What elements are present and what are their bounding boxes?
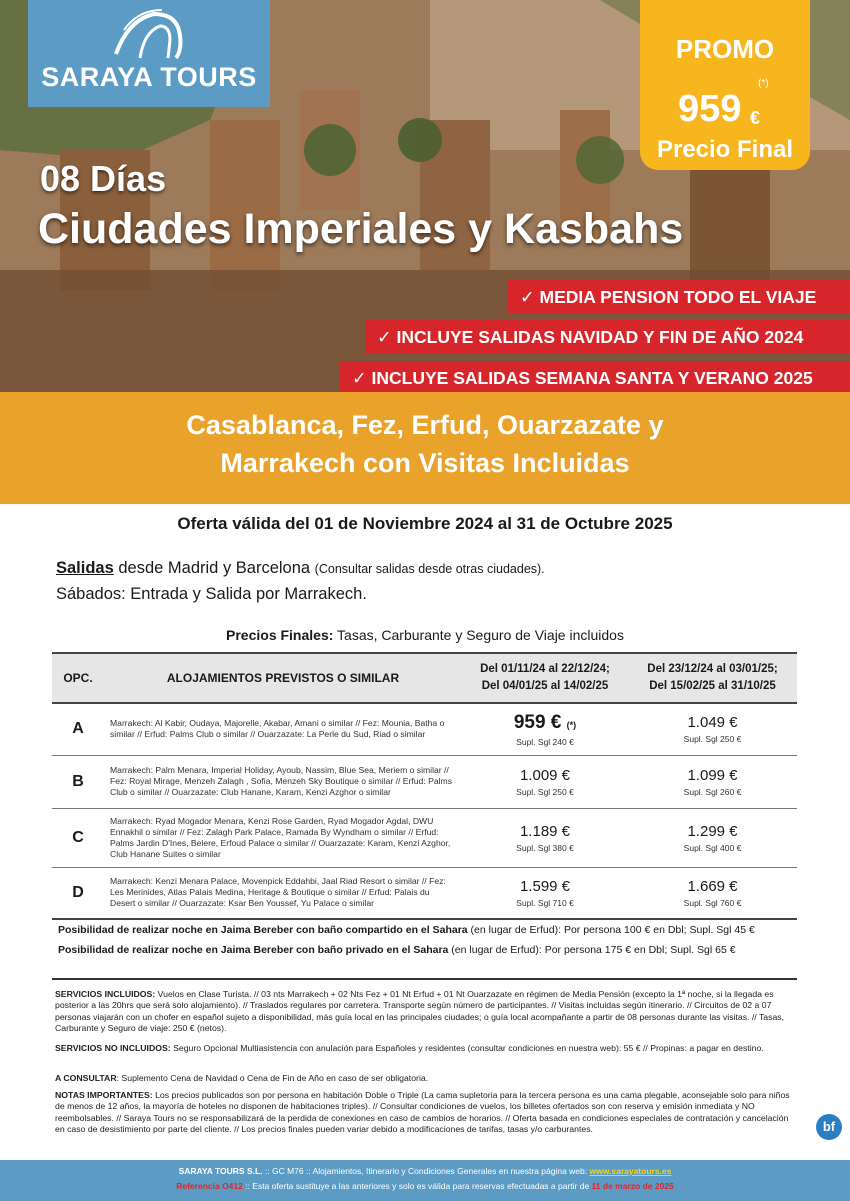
- header-period-2b: Del 15/02/25 al 31/10/25: [649, 680, 776, 692]
- route-line-1: Casablanca, Fez, Erfud, Ouarzazate y: [186, 410, 664, 440]
- route-band: [0, 392, 850, 504]
- footer-line-2: [0, 1181, 850, 1191]
- footer-date: 11 de marzo de 2025: [591, 1181, 674, 1191]
- promo-price: 959: [678, 88, 742, 130]
- logo: [28, 0, 270, 107]
- header-period-2a: Del 23/12/24 al 03/01/25;: [647, 663, 778, 675]
- price-value: 1.099 €: [687, 766, 738, 784]
- footer-text: :: Esta oferta sustituye a las anteriores y solo es válida para reservas efectuadas a partir de: [242, 1181, 592, 1191]
- price-value: 1.299 €: [687, 822, 738, 840]
- row-price-period-2: [628, 808, 797, 867]
- footer-company: SARAYA TOURS S.L.: [178, 1166, 263, 1176]
- price-value: 1.599 €: [519, 877, 571, 895]
- single-supplement: Supl. Sgl 380 €: [516, 842, 574, 853]
- website-link[interactable]: www.sarayatours.es: [589, 1166, 672, 1176]
- row-option: B: [52, 755, 104, 808]
- price-note: (*): [566, 719, 577, 730]
- row-hotels: Marrakech: Palm Menara, Imperial Holiday, Ayoub, Nassim, Blue Sea, Meriem o similar // Fez: Royal Mirage, Menzeh Zalagh , Sofia, Menzeh Sky Boutique o similar // Erfud: Palms Club o similar // Ouarzazate: Club Hanane, Karam, Kenzi Azghor o similar: [104, 755, 462, 808]
- row-price-period-1: [462, 755, 628, 808]
- header-period-1: [462, 653, 628, 703]
- departures-label: Salidas: [56, 559, 114, 577]
- header-period-1a: Del 01/11/24 al 22/12/24;: [480, 663, 610, 675]
- extra-text: (en lugar de Erfud): Por persona 175 € en Dbl; Supl. Sgl 65 €: [448, 944, 736, 956]
- brand-name: SARAYA TOURS: [41, 62, 257, 92]
- promo-final-label: Precio Final: [656, 136, 794, 163]
- extra-private-bath: [58, 944, 736, 956]
- fine-label: NOTAS IMPORTANTES:: [55, 1090, 153, 1100]
- single-supplement: Supl. Sgl 240 €: [516, 736, 574, 747]
- extra-label: Posibilidad de realizar noche en Jaima Bereber con baño privado en el Sahara: [58, 944, 449, 956]
- row-option: A: [52, 703, 104, 755]
- services-included: [55, 989, 797, 1034]
- fine-text: Vuelos en Clase Turista. // 03 nts Marrakech + 02 Nts Fez + 01 Nt Erfud + 01 Nt Ouarzazate en régimen de Media Pensión (excepto la 1ª noche, si la llegada es posterior a las 20hrs que será solo alojamiento). // Traslados regulares por carretera. Transporte según número de participantes. // Visitas incluidas según itinerario. // Circuitos de 02 a 07 personas viajarán con un chofer en español sujeto a disponibilidad, más guía local en las principales ciudades; o guía local acompañante a partir de 08 personas durante las visitas. // Tasas, Carburante y Seguro de viaje: 250 € (netos).: [55, 989, 785, 1033]
- header-period-1b: Del 04/01/25 al 14/02/25: [481, 680, 609, 692]
- row-price-period-1: [462, 867, 628, 919]
- footer-line-1: [0, 1166, 850, 1176]
- prices-note: [0, 627, 850, 643]
- horse-logo-icon: [28, 0, 270, 62]
- ribbon-christmas: ✓ INCLUYE SALIDAS NAVIDAD Y FIN DE AÑO 2024: [365, 320, 850, 354]
- services-not-included: [55, 1043, 797, 1054]
- price-value: 1.189 €: [519, 822, 571, 840]
- header-opc: OPC.: [52, 653, 104, 703]
- single-supplement: Supl. Sgl 760 €: [683, 897, 742, 908]
- single-supplement: Supl. Sgl 250 €: [516, 786, 574, 797]
- bf-badge-icon[interactable]: bf: [816, 1114, 842, 1140]
- ribbon-half-board: ✓ MEDIA PENSION TODO EL VIAJE: [508, 280, 850, 314]
- fine-text: Seguro Opcional Multiasistencia con anulación para Españoles y residentes (consultar condiciones en nuestra web): 55 € // Propinas: a pagar en destino.: [170, 1043, 764, 1053]
- extra-text: (en lugar de Erfud): Por persona 100 € en Dbl; Supl. Sgl 45 €: [467, 924, 755, 936]
- fine-label: A CONSULTAR: [55, 1073, 117, 1083]
- promo-title: PROMO: [675, 34, 775, 64]
- departures-note: (Consultar salidas desde otras ciudades).: [314, 562, 545, 576]
- departures-text: desde Madrid y Barcelona: [113, 559, 315, 577]
- extra-label: Posibilidad de realizar noche en Jaima Bereber con baño compartido en el Sahara: [58, 924, 468, 936]
- row-hotels: Marrakech: Kenzi Menara Palace, Movenpick Eddahbi, Jaal Riad Resort o similar // Fez: Les Merinides, Atlas Palais Medina, Heritage & Boutique o similar // Erfud: Palais du Desert o similar // Ouarzazate: Ksar Ben Youssef, Yu Palace o similar: [104, 867, 462, 919]
- footer: [0, 1160, 850, 1201]
- departures-days: Sábados: Entrada y Salida por Marrakech.: [56, 585, 367, 603]
- fine-label: SERVICIOS NO INCLUIDOS:: [55, 1043, 171, 1053]
- single-supplement: Supl. Sgl 260 €: [683, 786, 742, 797]
- route-line-2: Marrakech con Visitas Incluidas: [220, 448, 630, 478]
- table-row: [52, 867, 797, 919]
- row-hotels: Marrakech: Al Kabir, Oudaya, Majorelle, Akabar, Amani o similar // Fez: Mounia, Batha o similar // Erfud: Palms Club o similar // Ouarzazate: La Perle du Sud, Riad o similar: [104, 703, 462, 755]
- hero-banner: [0, 0, 850, 392]
- trip-title: Ciudades Imperiales y Kasbahs: [38, 205, 684, 253]
- row-price-period-2: [628, 867, 797, 919]
- table-row: [52, 808, 797, 867]
- single-supplement: Supl. Sgl 710 €: [516, 897, 574, 908]
- offer-validity: Oferta válida del 01 de Noviembre 2024 al 31 de Octubre 2025: [177, 514, 673, 533]
- fine-label: SERVICIOS INCLUIDOS:: [55, 989, 156, 999]
- row-hotels: Marrakech: Ryad Mogador Menara, Kenzi Rose Garden, Ryad Mogador Agdal, DWU Ennakhil o similar // Fez: Zalagh Park Palace, Ramada By Wyndham o similar // Erfud: Palms Jardin D'Ines, Belere, Erfoud Palace o similar // Ouarzazate: Karam, Kenzi Azghor, Club Hanane Suites o similar: [104, 808, 462, 867]
- row-price-period-1: [462, 808, 628, 867]
- price-value: 1.049 €: [687, 714, 738, 732]
- departures-line: [56, 559, 545, 578]
- fine-text: : Suplemento Cena de Navidad o Cena de Fin de Año en caso de ser obligatoria.: [116, 1073, 429, 1083]
- row-price-period-2: [628, 703, 797, 755]
- row-option: D: [52, 867, 104, 919]
- divider: [52, 978, 797, 980]
- header-hotels: ALOJAMIENTOS PREVISTOS O SIMILAR: [104, 653, 462, 703]
- single-supplement: Supl. Sgl 400 €: [683, 842, 742, 853]
- row-price-period-2: [628, 755, 797, 808]
- prices-note-label: Precios Finales:: [226, 627, 334, 643]
- header-period-2: [628, 653, 797, 703]
- ribbon-easter-summer: ✓ INCLUYE SALIDAS SEMANA SANTA Y VERANO 2025: [340, 361, 850, 392]
- table-header-row: [52, 653, 797, 703]
- single-supplement: Supl. Sgl 250 €: [683, 734, 742, 745]
- extra-shared-bath: [58, 924, 755, 936]
- price-value: [462, 712, 628, 734]
- prices-note-text: Tasas, Carburante y Seguro de Viaje incluidos: [333, 627, 624, 643]
- row-price-period-1: [462, 703, 628, 755]
- to-consult: [55, 1073, 797, 1084]
- price-value: 1.009 €: [519, 766, 571, 784]
- trip-duration: 08 Días: [40, 158, 167, 199]
- promo-currency: €: [750, 108, 761, 128]
- promo-asterisk: (*): [758, 78, 769, 89]
- price-amount: 959 €: [513, 711, 562, 733]
- important-notes: [55, 1090, 797, 1135]
- promo-badge: [640, 0, 810, 170]
- footer-text: :: GC M76 :: Alojamientos, Itinerario y Condiciones Generales en nuestra página web:: [262, 1166, 590, 1176]
- fine-text: Los precios publicados son por persona en habitación Doble o Triple (La cama supletoria para la tercera persona es una cama plegable, aconsejable solo para niños de menos de 12 años, la mayoría de hoteles no disponen de habitaciones triples). // Consultar condiciones de vuelos, los billetes ofertados son con reserva y emisión inmediata y NO reembolsables. // Saraya Tours no se responsabilizará de la perdida de conexiones en caso de cambios de horarios. // Oferta basada en condiciones especiales de contratación y cancelación en caso de desistimiento por parte del cliente. // Los precios finales pueden variar debido a modificaciones de tarifas, tasas y/o carburantes.: [55, 1090, 790, 1134]
- table-row: [52, 703, 797, 755]
- row-option: C: [52, 808, 104, 867]
- price-value: 1.669 €: [687, 877, 738, 895]
- table-row: [52, 755, 797, 808]
- price-table: [52, 652, 797, 920]
- footer-reference: Referencia O412: [176, 1181, 243, 1191]
